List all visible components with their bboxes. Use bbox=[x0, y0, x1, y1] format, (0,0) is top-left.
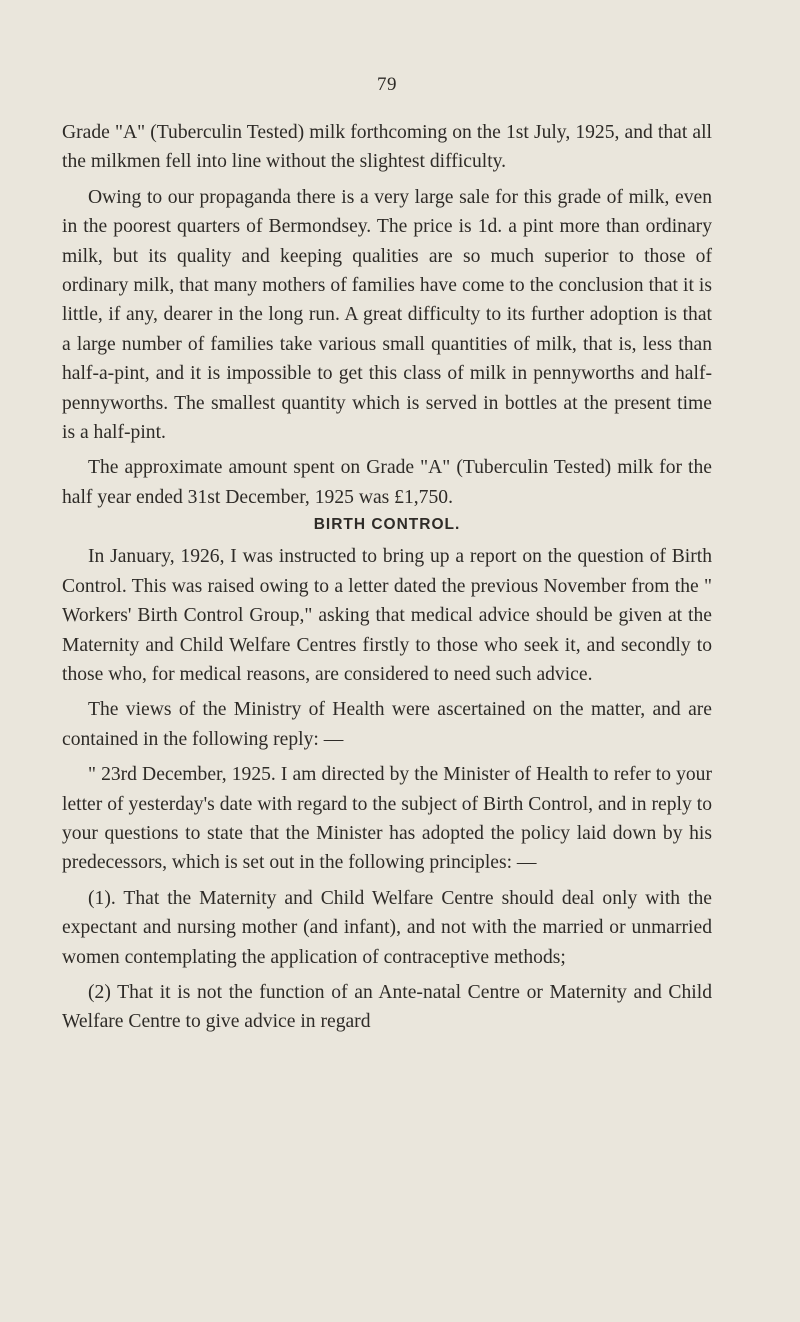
paragraph-principle-two: (2) That it is not the function of an Ante-natal Centre or Maternity and Child Welfare Centre to give advice in regard bbox=[62, 981, 712, 1033]
paragraph-ministry-views: The views of the Ministry of Health were ascertained on the matter, and are contained in the following reply: — bbox=[62, 699, 712, 750]
document-page bbox=[62, 74, 712, 1037]
paragraph-ministry-letter: " 23rd December, 1925. I am directed by the Minister of Health to refer to your letter of yesterday's date with regard to the subject of Birth Control, and in reply to your questions to state that the Minister has adopted the policy laid down by his predecessors, which is set out in the following principles: — bbox=[62, 764, 712, 874]
paragraph-milk-continuation: Grade "A" (Tuberculin Tested) milk forthcoming on the 1st July, 1925, and that all the milkmen fell into line without the slightest difficulty. bbox=[62, 122, 712, 173]
paragraph-amount-spent: The approximate amount spent on Grade "A" (Tuberculin Tested) milk for the half year ended 31st December, 1925 was £1,750. bbox=[62, 457, 712, 508]
page-number: 79 bbox=[377, 74, 397, 95]
paragraph-principle-one: (1). That the Maternity and Child Welfare Centre should deal only with the expectant and nursing mother (and infant), and not with the married or unmarried women contemplating the application of contraceptive methods; bbox=[62, 887, 712, 968]
section-heading-birth-control: BIRTH CONTROL. bbox=[313, 516, 461, 534]
paragraph-propaganda: Owing to our propaganda there is a very large sale for this grade of milk, even in the poorest quarters of Bermondsey. The price is 1d. a pint more than ordinary milk, but its quality and keeping qualities are so much superior to those of ordinary milk, that many mothers of families have come to the conclusion that it is little, if any, dearer in the long run. A great difficulty to its further adoption is that a large number of families take various small quantities of milk, that is, less than half-a-pint, and it is impossible to get this class of milk in pennyworths and half-pennyworths. The smallest quantity which is served in bottles at the present time is a half-pint. bbox=[62, 186, 712, 444]
paragraph-report-instruction: In January, 1926, I was instructed to bring up a report on the question of Birth Control. This was raised owing to a letter dated the previous November from the " Workers' Birth Control Group," asking that medical advice should be given at the Maternity and Child Welfare Centres firstly to those who seek it, and secondly to those who, for medical reasons, are considered to need such advice. bbox=[62, 546, 712, 685]
